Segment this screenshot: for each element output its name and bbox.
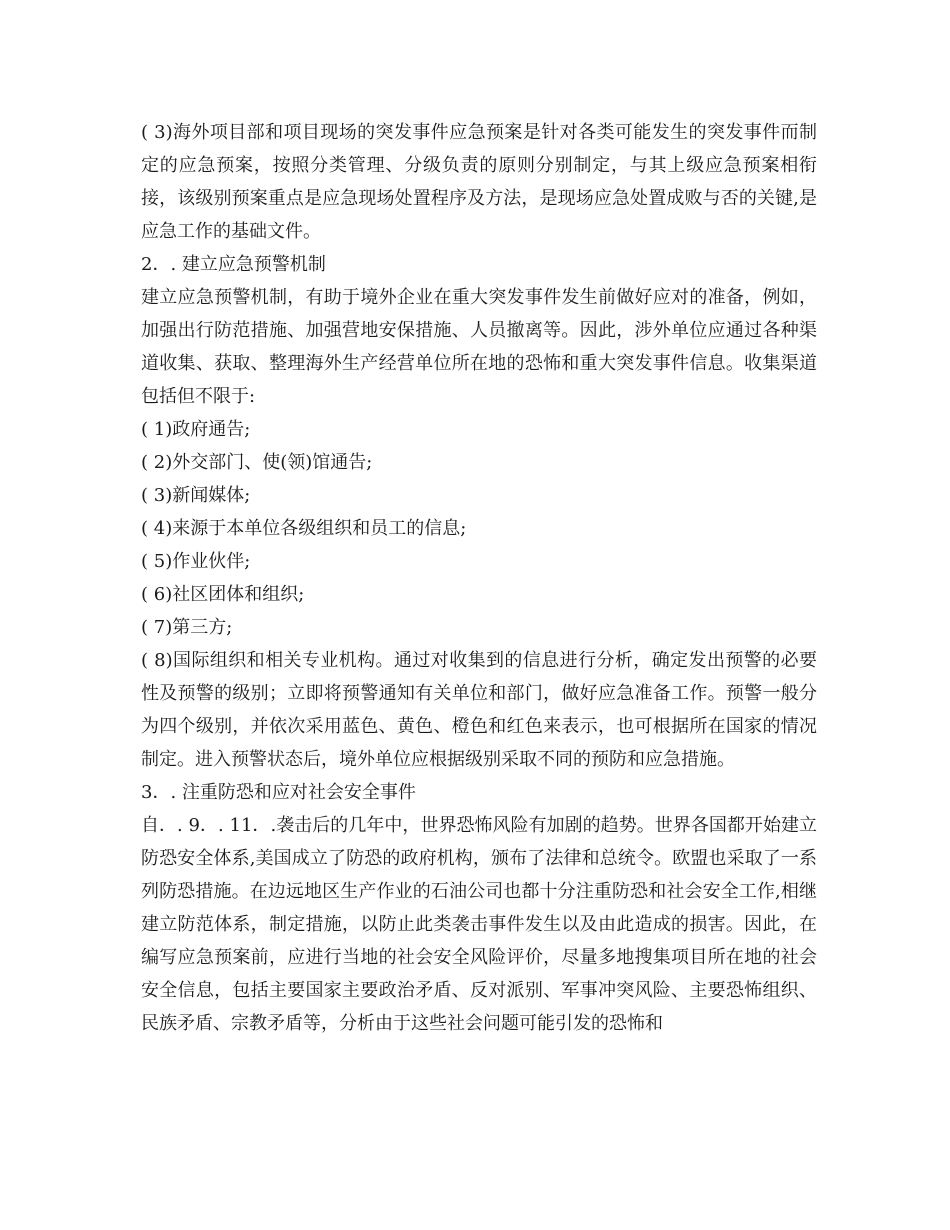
list-item-community-groups: ( 6)社区团体和组织;	[141, 584, 305, 605]
list-item-government-notice: ( 1)政府通告;	[141, 419, 251, 440]
section-heading-warning-mechanism: 2．. 建立应急预警机制	[141, 254, 326, 275]
list-item-internal-sources: ( 4)来源于本单位各级组织和员工的信息;	[141, 518, 467, 539]
paragraph-warning-mechanism: 建立应急预警机制，有助于境外企业在重大突发事件发生前做好应对的准备，例如，加强出行防范措施、加强营地安保措施、人员撤离等。因此，涉外单位应通过各种渠道收集、获取、整理海外生产经营单位所在地的恐怖和重大突发事件信息。收集渠道包括但不限于:	[141, 287, 817, 407]
paragraph-overseas-project-plan: ( 3)海外项目部和项目现场的突发事件应急预案是针对各类可能发生的突发事件而制定的应急预案，按照分类管理、分级负责的原则分别制定，与其上级应急预案相衔接，该级别预案重点是应急现场处置程序及方法，是现场应急处置成败与否的关键,是应急工作的基础文件。	[141, 122, 817, 242]
section-heading-counter-terrorism: 3．. 注重防恐和应对社会安全事件	[141, 782, 416, 803]
list-item-partners: ( 5)作业伙伴;	[141, 551, 251, 572]
list-item-news-media: ( 3)新闻媒体;	[141, 485, 251, 506]
list-item-international-orgs: ( 8)国际组织和相关专业机构。通过对收集到的信息进行分析，确定发出预警的必要性及预警的级别；立即将预警通知有关单位和部门，做好应急准备工作。预警一般分为四个级别，并依次采用蓝色、黄色、橙色和红色来表示，也可根据所在国家的情况制定。进入预警状态后，境外单位应根据级别采取不同的预防和应急措施。	[141, 650, 817, 770]
list-item-third-party: ( 7)第三方;	[141, 617, 233, 638]
paragraph-counter-terrorism: 自．. 9．. 11．.袭击后的几年中，世界恐怖风险有加剧的趋势。世界各国都开始建立防恐安全体系,美国成立了防恐的政府机构，颁布了法律和总统令。欧盟也采取了一系列防恐措施。在边远地区生产作业的石油公司也都十分注重防恐和社会安全工作,相继建立防范体系，制定措施，以防止此类袭击事件发生以及由此造成的损害。因此，在编写应急预案前，应进行当地的社会安全风险评价，尽量多地搜集项目所在地的社会安全信息，包括主要国家主要政治矛盾、反对派别、军事冲突风险、主要恐怖组织、民族矛盾、宗教矛盾等，分析由于这些社会问题可能引发的恐怖和	[141, 815, 817, 1034]
list-item-diplomatic-notice: ( 2)外交部门、使(领)馆通告;	[141, 452, 373, 473]
document-body	[141, 116, 817, 1040]
